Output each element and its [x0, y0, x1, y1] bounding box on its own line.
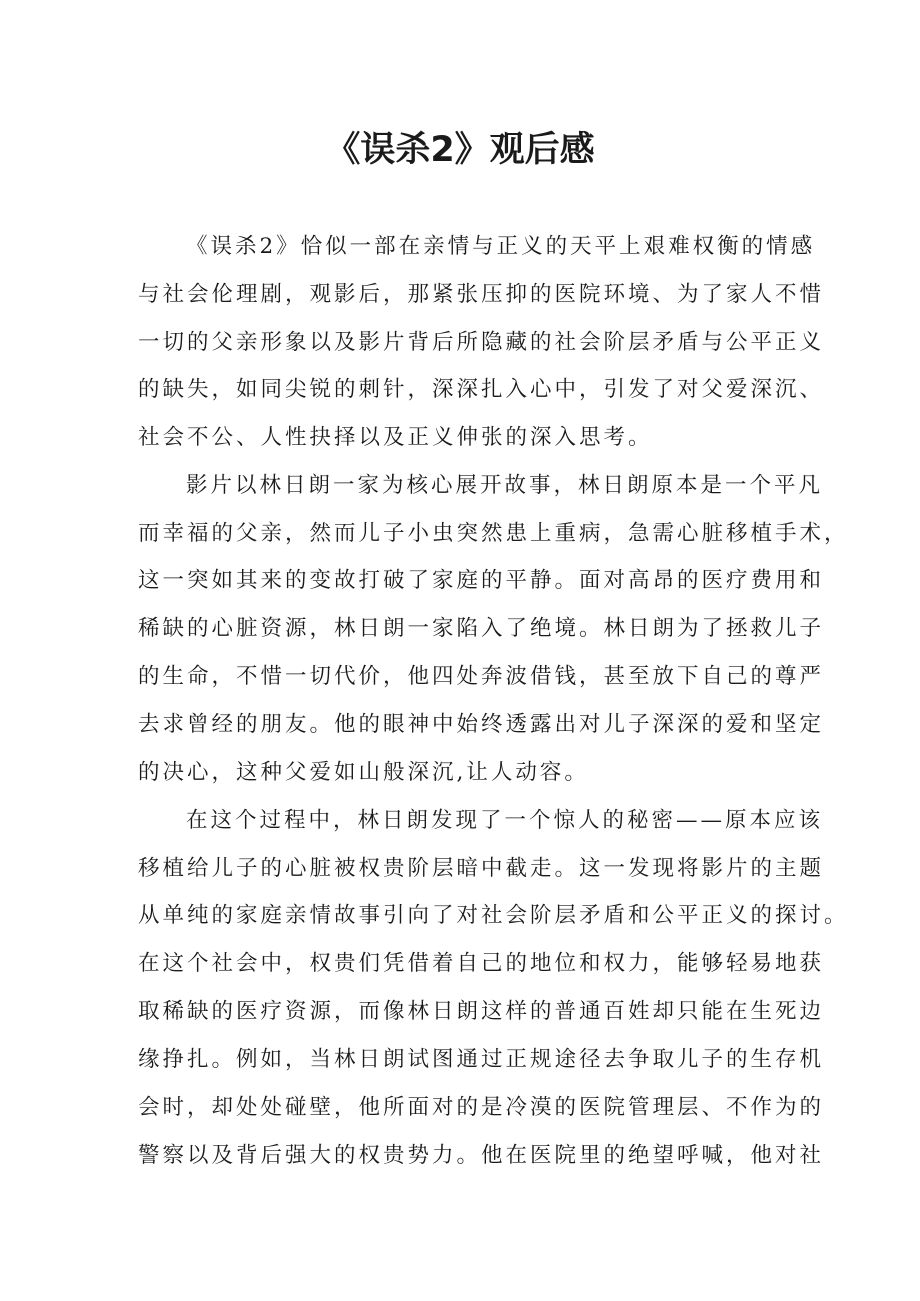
paragraph-1-line-1: 《误杀2》恰似一部在亲情与正义的天平上艰难权衡的情感 — [186, 234, 816, 259]
paragraph-2-line-1: 影片以林日朗一家为核心展开故事，林日朗原本是一个平凡 — [186, 473, 824, 498]
paragraph-3-line-4: 在这个社会中，权贵们凭借着自己的地位和权力，能够轻易地获 — [138, 951, 825, 976]
paragraph-3-line-3: 从单纯的家庭亲情故事引向了对社会阶层矛盾和公平正义的探讨。 — [138, 903, 849, 928]
paragraph-3-line-2: 移植给儿子的心脏被权贵阶层暗中截走。这一发现将影片的主题 — [138, 856, 825, 881]
document-title: 《误杀2》观后感 — [325, 130, 595, 170]
paragraph-3-line-1: 在这个过程中，林日朗发现了一个惊人的秘密——原本应该 — [186, 808, 824, 833]
paragraph-2-line-4: 稀缺的心脏资源，林日朗一家陷入了绝境。林日朗为了拯救儿子 — [138, 616, 825, 641]
paragraph-2-line-6: 去求曾经的朋友。他的眼神中始终透露出对儿子深深的爱和坚定 — [138, 712, 825, 737]
paragraph-3-line-8: 警察以及背后强大的权贵势力。他在医院里的绝望呼喊，他对社 — [138, 1143, 825, 1168]
paragraph-2-line-3: 这一突如其来的变故打破了家庭的平静。面对高昂的医疗费用和 — [138, 568, 825, 593]
paragraph-3-line-7: 会时，却处处碰壁，他所面对的是冷漠的医院管理层、不作为的 — [138, 1095, 825, 1120]
paragraph-1-line-2: 与社会伦理剧，观影后，那紧张压抑的医院环境、为了家人不惜 — [138, 282, 825, 307]
paragraph-2-line-2: 而幸福的父亲，然而儿子小虫突然患上重病，急需心脏移植手术， — [138, 521, 849, 546]
paragraph-1-line-5: 社会不公、人性抉择以及正义伸张的深入思考。 — [138, 425, 653, 450]
paragraph-1-line-3: 一切的父亲形象以及影片背后所隐藏的社会阶层矛盾与公平正义 — [138, 330, 825, 355]
paragraph-3-line-6: 缘挣扎。例如，当林日朗试图通过正规途径去争取儿子的生存机 — [138, 1047, 825, 1072]
paragraph-1-line-4: 的缺失，如同尖锐的刺针，深深扎入心中，引发了对父爱深沉、 — [138, 377, 825, 402]
paragraph-3-line-5: 取稀缺的医疗资源，而像林日朗这样的普通百姓却只能在生死边 — [138, 999, 825, 1024]
paragraph-2-line-7: 的决心，这种父爱如山般深沉,让人动容。 — [138, 760, 589, 785]
paragraph-2-line-5: 的生命，不惜一切代价，他四处奔波借钱，甚至放下自己的尊严 — [138, 664, 825, 689]
